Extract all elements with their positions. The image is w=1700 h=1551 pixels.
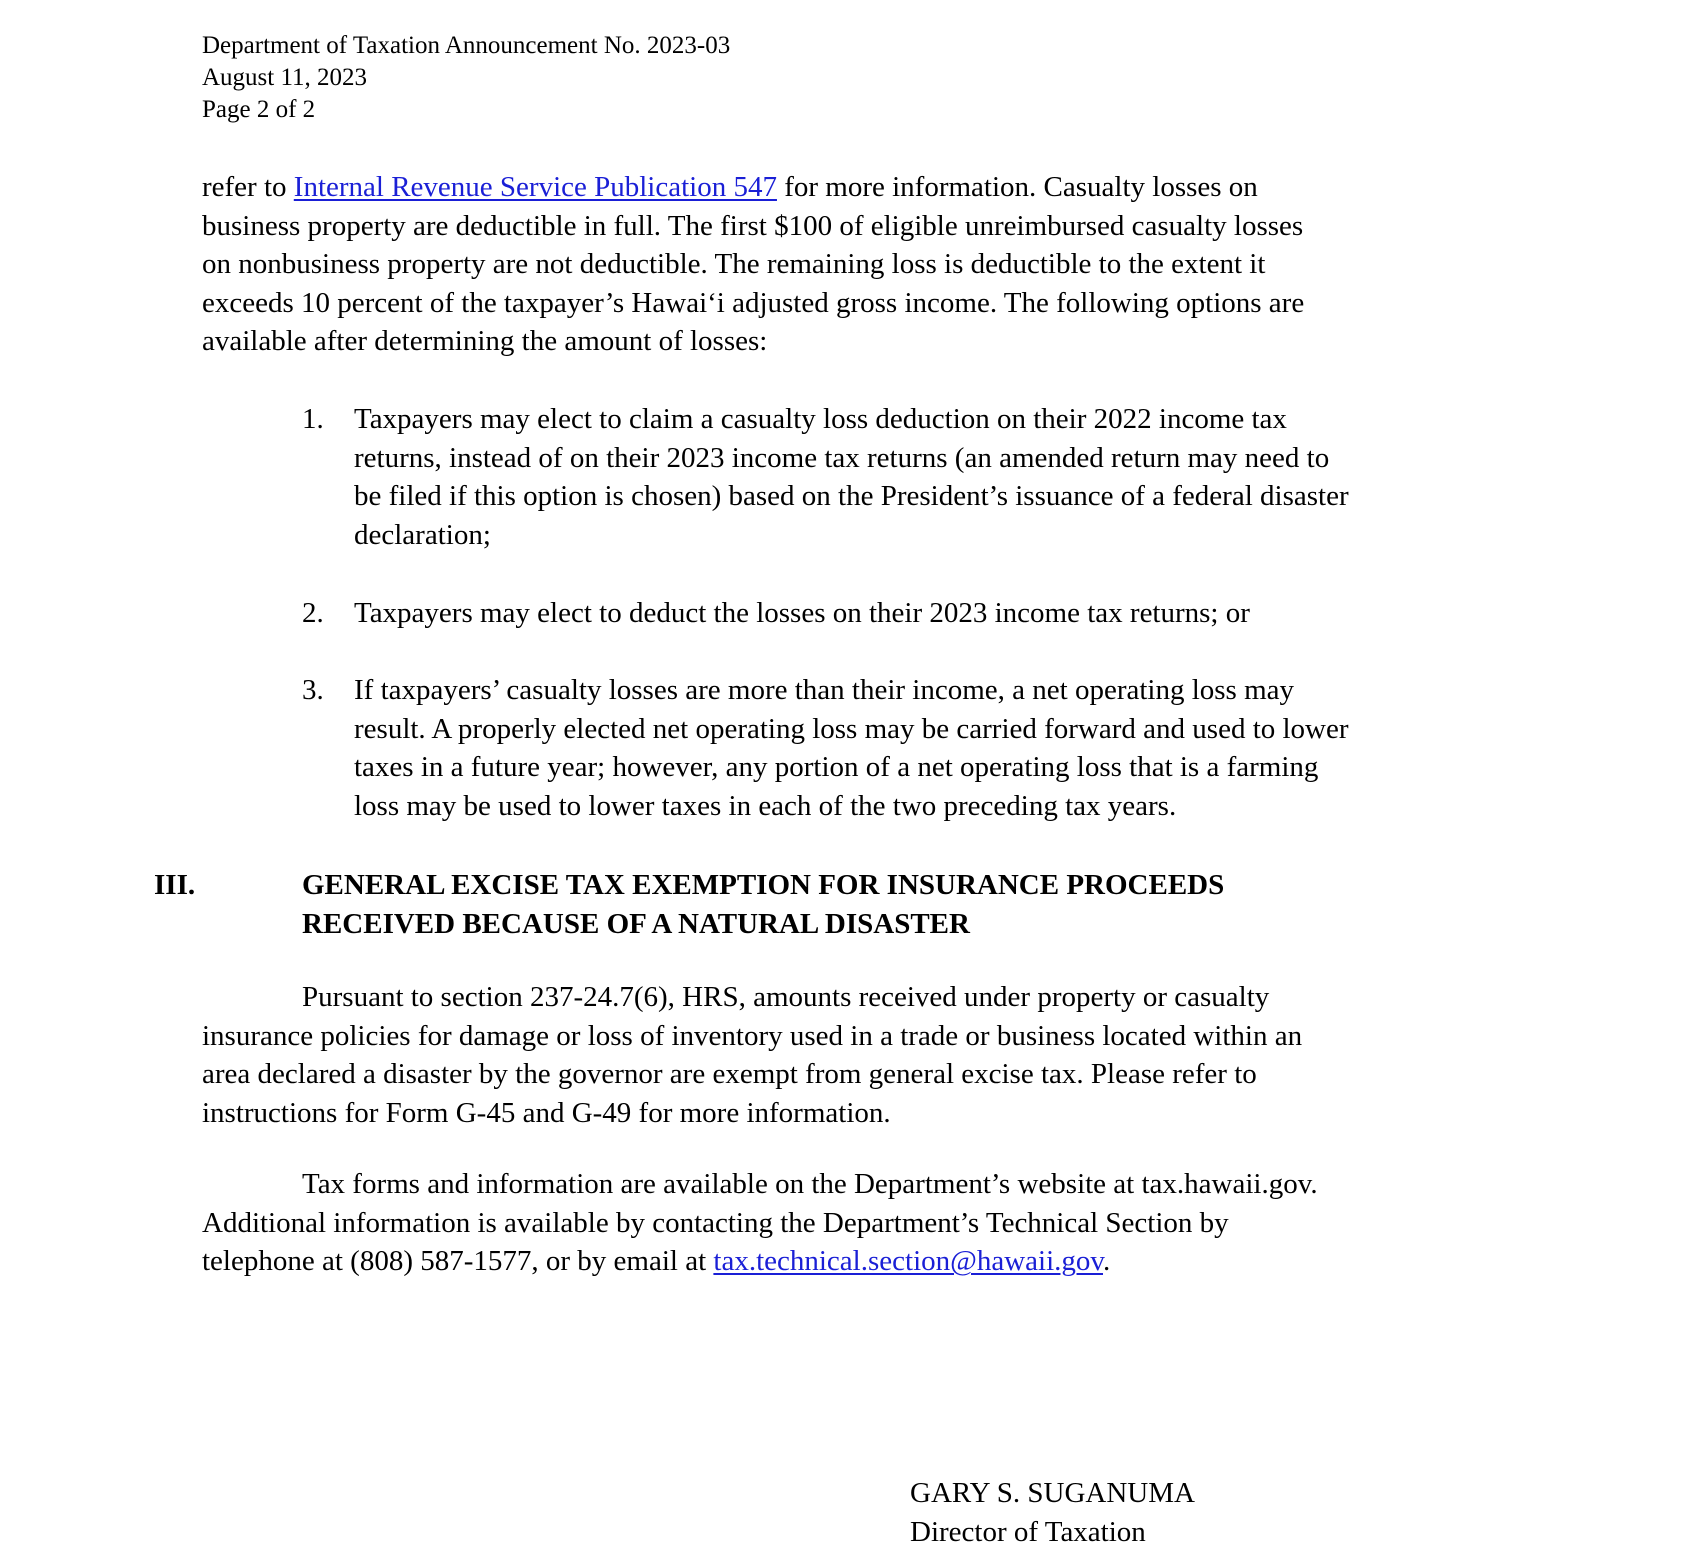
exemption-line-3: area declared a disaster by the governor are exempt from general excise tax. Please refer to xyxy=(202,1058,1257,1091)
section-title-line-2: RECEIVED BECAUSE OF A NATURAL DISASTER xyxy=(302,907,970,940)
exemption-line-1: Pursuant to section 237-24.7(6), HRS, amounts received under property or casualty xyxy=(302,981,1270,1013)
signatory-name: GARY S. SUGANUMA xyxy=(910,1477,1195,1509)
option-text xyxy=(354,671,1349,825)
exemption-line-2: insurance policies for damage or loss of inventory used in a trade or business located within an xyxy=(202,1019,1303,1052)
section-title-line-1: GENERAL EXCISE TAX EXEMPTION FOR INSURANCE PROCEEDS xyxy=(302,869,1225,901)
section-title xyxy=(302,866,1224,943)
option-line: returns, instead of on their 2023 income tax returns (an amended return may need to xyxy=(354,441,1330,474)
page-number: Page 2 of 2 xyxy=(202,96,316,123)
intro-line-5: available after determining the amount of losses: xyxy=(202,325,768,358)
contact-paragraph xyxy=(202,1165,1318,1281)
contact-line-1: Tax forms and information are available on the Department’s website at tax.hawaii.gov. xyxy=(302,1168,1318,1200)
signatory-title: Director of Taxation xyxy=(910,1515,1146,1548)
option-number: 2. xyxy=(302,597,324,629)
intro-line-1-prefix: refer to xyxy=(202,171,294,203)
intro-line-1 xyxy=(202,168,1304,207)
exemption-line-4: instructions for Form G-45 and G-49 for more information. xyxy=(202,1096,891,1129)
irs-publication-547-link[interactable]: Internal Revenue Service Publication 547 xyxy=(293,171,777,203)
option-text xyxy=(354,594,1250,633)
contact-line-3-prefix: telephone at (808) 587-1577, or by email at xyxy=(202,1245,714,1278)
option-line: be filed if this option is chosen) based on the President’s issuance of a federal disaster xyxy=(354,480,1349,513)
option-line: Taxpayers may elect to claim a casualty loss deduction on their 2022 income tax xyxy=(354,403,1287,435)
intro-paragraph xyxy=(202,168,1304,361)
section-numeral: III. xyxy=(154,869,196,901)
option-line: If taxpayers’ casualty losses are more than their income, a net operating loss may xyxy=(354,674,1295,706)
option-number: 3. xyxy=(302,674,324,706)
contact-line-2: Additional information is available by contacting the Department’s Technical Section by xyxy=(202,1206,1229,1239)
option-number: 1. xyxy=(302,403,324,435)
option-line: loss may be used to lower taxes in each of the two preceding tax years. xyxy=(354,789,1177,822)
intro-line-1-suffix: for more information. Casualty losses on xyxy=(776,171,1258,203)
contact-line-3 xyxy=(202,1242,1318,1281)
option-line: declaration; xyxy=(354,518,491,551)
contact-line-3-suffix: . xyxy=(1103,1245,1111,1278)
option-line: result. A properly elected net operating loss may be carried forward and used to lower xyxy=(354,712,1349,745)
announcement-date: August 11, 2023 xyxy=(202,64,368,91)
page-header xyxy=(202,30,730,126)
intro-line-3: on nonbusiness property are not deductible. The remaining loss is deductible to the extent it xyxy=(202,248,1266,281)
technical-section-email-link[interactable]: tax.technical.section@hawaii.gov xyxy=(713,1245,1103,1278)
option-text xyxy=(354,400,1349,554)
exemption-paragraph xyxy=(202,978,1302,1132)
option-line: taxes in a future year; however, any portion of a net operating loss that is a farming xyxy=(354,751,1319,784)
intro-line-2: business property are deductible in full. The first $100 of eligible unreimbursed casualty losses xyxy=(202,209,1304,242)
announcement-number: Department of Taxation Announcement No. 2023-03 xyxy=(202,32,731,59)
intro-line-4: exceeds 10 percent of the taxpayer’s Hawai‘i adjusted gross income. The following options are xyxy=(202,286,1305,319)
option-line: Taxpayers may elect to deduct the losses on their 2023 income tax returns; or xyxy=(354,597,1250,629)
signature-block xyxy=(910,1474,1195,1551)
